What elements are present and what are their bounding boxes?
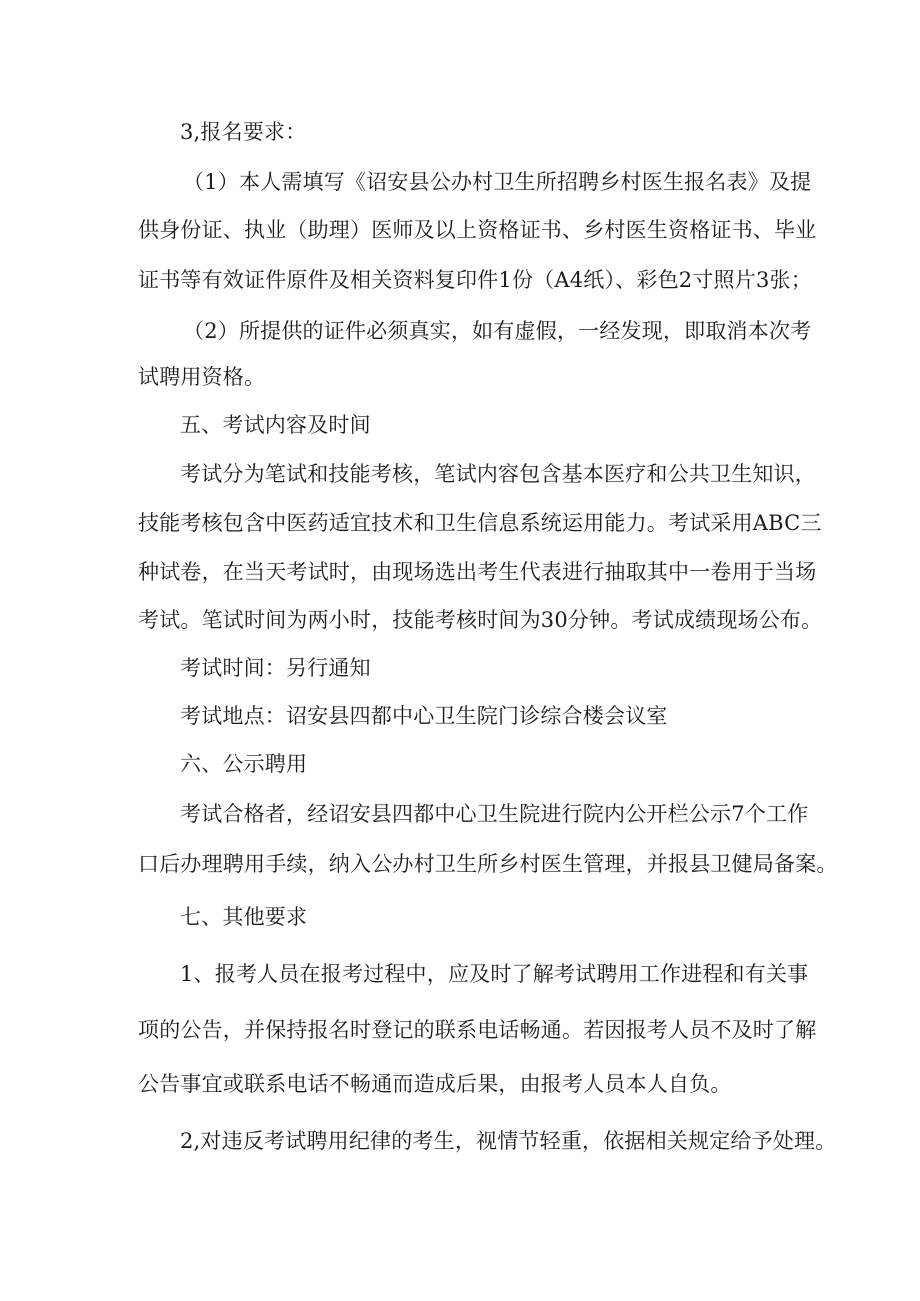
- para-other-2-line-1: 2,对违反考试聘用纪律的考生，视情节轻重，依据相关规定给予处理。: [180, 1129, 837, 1153]
- para-public-notice-line-2: 口后办理聘用手续，纳入公办村卫生所乡村医生管理，并报县卫健局备案。: [138, 852, 838, 876]
- para-other-1-line-1: 1、报考人员在报考过程中，应及时了解考试聘用工作进程和有关事: [180, 962, 809, 986]
- para-requirement-1-line-2: 供身份证、执业（助理）医师及以上资格证书、乡村医生资格证书、毕业: [138, 218, 817, 242]
- para-exam-content-line-4: 考试。笔试时间为两小时，技能考核时间为30分钟。考试成绩现场公布。: [138, 608, 823, 632]
- exam-time-line: 考试时间：另行通知: [180, 656, 371, 680]
- section-5-heading: 五、考试内容及时间: [180, 413, 371, 437]
- section-7-heading: 七、其他要求: [180, 905, 308, 929]
- para-exam-content-line-1: 考试分为笔试和技能考核，笔试内容包含基本医疗和公共卫生知识，: [180, 462, 816, 486]
- para-exam-content-line-3: 种试卷，在当天考试时，由现场选出考生代表进行抽取其中一卷用于当场: [138, 560, 817, 584]
- exam-location-line: 考试地点：诏安县四都中心卫生院门诊综合楼会议室: [180, 704, 668, 728]
- section-6-heading: 六、公示聘用: [180, 752, 308, 776]
- para-public-notice-line-1: 考试合格者，经诏安县四都中心卫生院进行院内公开栏公示7个工作: [180, 802, 809, 826]
- para-exam-content-line-2: 技能考核包含中医药适宜技术和卫生信息系统运用能力。考试采用ABC三: [138, 511, 822, 535]
- para-requirement-1-line-1: （1）本人需填写《诏安县公办村卫生所招聘乡村医生报名表》及提: [183, 170, 812, 194]
- para-other-1-line-3: 公告事宜或联系电话不畅通而造成后果，由报考人员本人自负。: [138, 1072, 732, 1096]
- para-other-1-line-2: 项的公告，并保持报名时登记的联系电话畅通。若因报考人员不及时了解: [138, 1018, 817, 1042]
- para-registration-requirements-heading: 3,报名要求：: [180, 120, 307, 144]
- para-requirement-1-line-3: 证书等有效证件原件及相关资料复印件1份（A4纸）、彩色2寸照片3张；: [138, 268, 812, 292]
- para-requirement-2-line-1: （2）所提供的证件必须真实，如有虚假，一经发现，即取消本次考: [183, 319, 812, 343]
- para-requirement-2-line-2: 试聘用资格。: [138, 365, 266, 389]
